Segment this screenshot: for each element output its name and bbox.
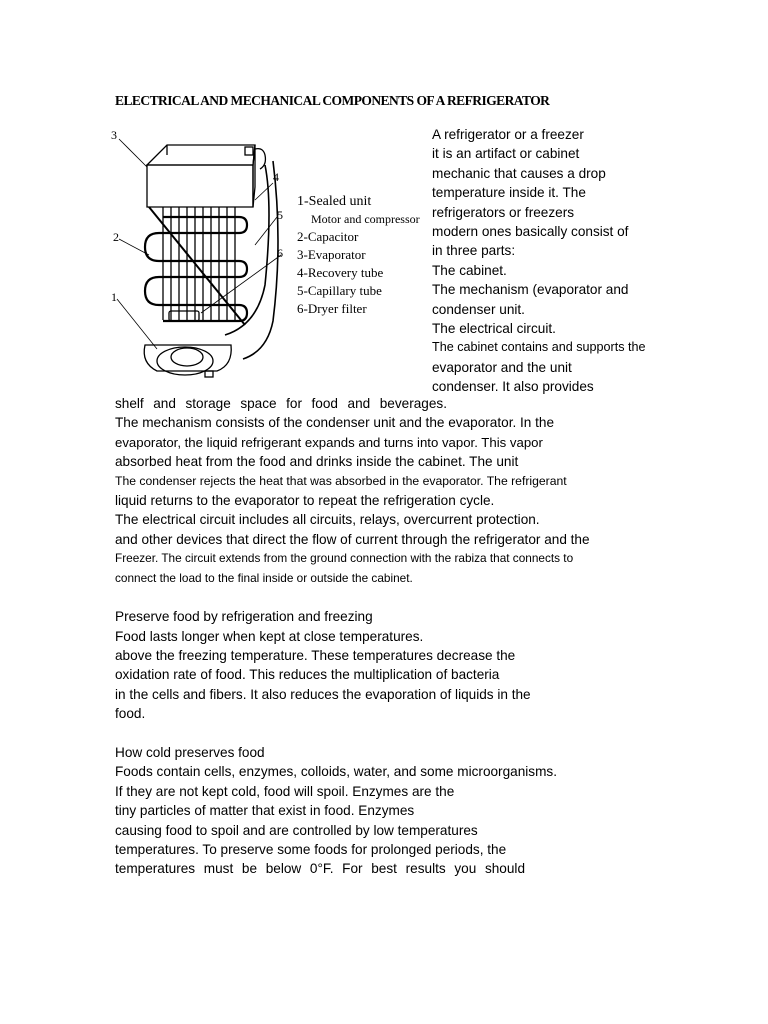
legend-item: 4-Recovery tube [297, 265, 384, 280]
text-line: above the freezing temperature. These temperatures decrease the [115, 648, 516, 664]
callout-3: 3 [111, 128, 117, 142]
text-line: condenser. It also provides [432, 379, 594, 395]
text-line: The mechanism (evaporator and [432, 282, 629, 298]
text-line: condenser unit. [432, 301, 525, 317]
text-line: The electrical circuit includes all circuits, relays, overcurrent protection. [115, 512, 540, 528]
callout-1: 1 [111, 290, 117, 304]
legend-item: 5-Capillary tube [297, 283, 382, 298]
text-line: evaporator, the liquid refrigerant expands and turns into vapor. This vapor [115, 434, 543, 450]
refrigerator-diagram [105, 125, 425, 395]
text-line: evaporator and the unit [432, 359, 572, 375]
text-line: refrigerators or freezers [432, 204, 575, 220]
text-line: The condenser rejects the heat that was absorbed in the evaporator. The refrigerant [115, 473, 567, 488]
text-line: mechanic that causes a drop [432, 165, 606, 181]
text-line: oxidation rate of food. This reduces the multiplication of bacteria [115, 667, 500, 683]
legend-item: 2-Capacitor [297, 229, 359, 244]
section-heading: Preserve food by refrigeration and freezing [115, 609, 373, 625]
paragraph-gap [115, 724, 655, 743]
body-text [115, 394, 655, 879]
text-line: Freezer. The circuit extends from the ground connection with the rabiza that connects to [115, 551, 574, 566]
text-line: in the cells and fibers. It also reduces the evaporation of liquids in the [115, 686, 531, 702]
text-line: temperature inside it. The [432, 185, 586, 201]
text-line: in three parts: [432, 243, 516, 259]
document-title: ELECTRICAL AND MECHANICAL COMPONENTS OF A REFRIGERATOR [115, 93, 550, 108]
text-line: temperatures. To preserve some foods for prolonged periods, the [115, 841, 507, 857]
text-line: temperatures must be below 0°F. For best results you should [115, 861, 525, 877]
callout-5: 5 [277, 208, 283, 222]
text-line: shelf and storage space for food and beverages. [115, 396, 447, 411]
callout-2: 2 [113, 230, 119, 244]
section-heading: How cold preserves food [115, 745, 265, 761]
legend-item: 3-Evaporator [297, 247, 366, 262]
callout-6: 6 [277, 246, 283, 260]
legend-item: 1-Sealed unit [297, 194, 372, 209]
intro-column [432, 125, 672, 396]
text-line: The mechanism consists of the condenser unit and the evaporator. In the [115, 415, 555, 431]
text-line: tiny particles of matter that exist in food. Enzymes [115, 803, 415, 819]
text-line: food. [115, 706, 146, 722]
text-line: Food lasts longer when kept at close temperatures. [115, 628, 424, 644]
text-line: Foods contain cells, enzymes, colloids, water, and some microorganisms. [115, 764, 557, 780]
legend-item: Motor and compressor [311, 212, 420, 226]
text-line: liquid returns to the evaporator to repeat the refrigeration cycle. [115, 492, 495, 508]
text-line: The cabinet contains and supports the [432, 340, 646, 355]
callout-4: 4 [273, 170, 279, 184]
paragraph-gap [115, 588, 655, 607]
text-line: and other devices that direct the flow of current through the refrigerator and the [115, 531, 590, 547]
text-line: modern ones basically consist of [432, 223, 629, 239]
text-line: absorbed heat from the food and drinks inside the cabinet. The unit [115, 454, 519, 470]
text-line: A refrigerator or a freezer [432, 127, 584, 142]
text-line: The electrical circuit. [432, 320, 556, 336]
text-line: If they are not kept cold, food will spoil. Enzymes are the [115, 783, 455, 799]
text-line: causing food to spoil and are controlled by low temperatures [115, 822, 478, 838]
text-line: The cabinet. [432, 262, 507, 278]
legend-item: 6-Dryer filter [297, 301, 367, 316]
text-line: it is an artifact or cabinet [432, 146, 580, 162]
text-line: connect the load to the final inside or outside the cabinet. [115, 570, 413, 585]
